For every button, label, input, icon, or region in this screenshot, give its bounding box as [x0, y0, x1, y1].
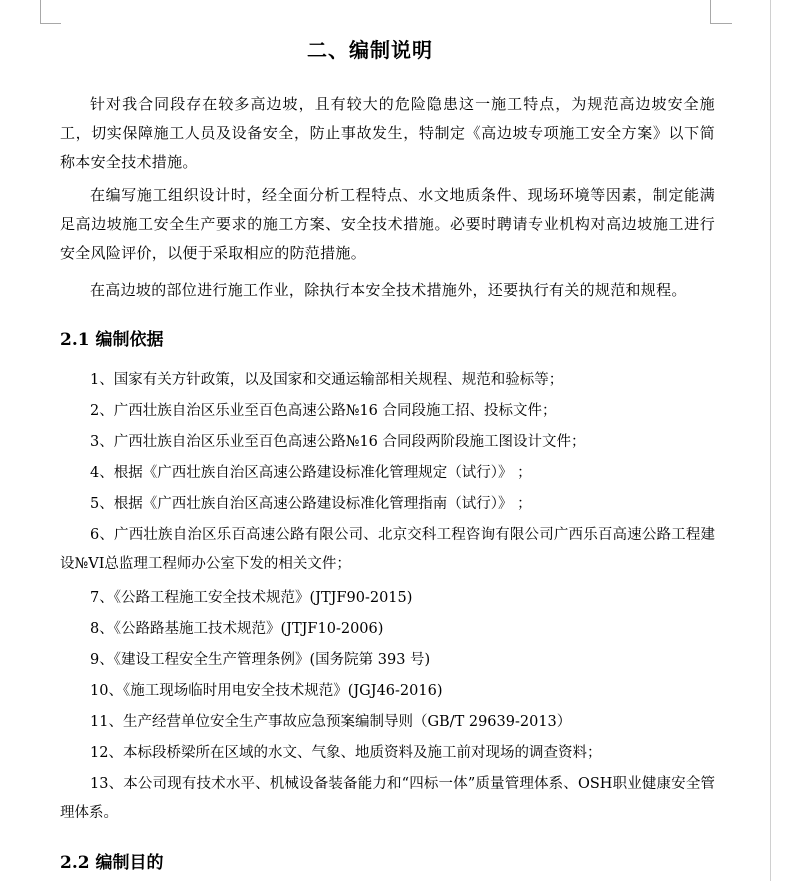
- intro-paragraph-3: 在高边坡的部位进行施工作业，除执行本安全技术措施外，还要执行有关的规范和规程。: [90, 281, 687, 299]
- basis-item-5: 5、根据《广西壮族自治区高速公路建设标准化管理指南（试行）》 ；: [90, 496, 532, 512]
- section-heading-purpose: 2.2 编制目的: [60, 853, 164, 873]
- margin-mark-top-right-h: [710, 23, 732, 24]
- basis-item-4: 4、根据《广西壮族自治区高速公路建设标准化管理规定（试行）》 ；: [90, 465, 532, 481]
- basis-item-7: 7、《公路工程施工安全技术规范》(JTJF90-2015): [90, 590, 413, 606]
- basis-item-2: 2、广西壮族自治区乐业至百色高速公路№16 合同段施工招、投标文件；: [90, 403, 557, 419]
- page-title: 二、编制说明: [307, 38, 433, 62]
- basis-item-10: 10、《施工现场临时用电安全技术规范》(JGJ46-2016): [90, 683, 443, 699]
- basis-item-13: 13、本公司现有技术水平、机械设备装备能力和“四标一体”质量管理体系、OSH职业健康安全管理体系。: [60, 776, 715, 821]
- margin-mark-top-right: [710, 0, 711, 24]
- basis-item-6: 6、广西壮族自治区乐百高速公路有限公司、北京交科工程咨询有限公司广西乐百高速公路工程建设№VI总监理工程师办公室下发的相关文件；: [60, 527, 715, 572]
- margin-mark-top-left: [40, 0, 41, 24]
- basis-item-3: 3、广西壮族自治区乐业至百色高速公路№16 合同段两阶段施工图设计文件；: [90, 434, 586, 450]
- intro-paragraph-1: 针对我合同段存在较多高边坡，且有较大的危险隐患这一施工特点，为规范高边坡安全施工，切实保障施工人员及设备安全，防止事故发生，特制定《高边坡专项施工安全方案》以下简称本安全技术措施。: [60, 95, 715, 171]
- section-heading-basis: 2.1 编制依据: [60, 330, 164, 350]
- page-edge-line: [770, 0, 771, 881]
- intro-paragraph-2: 在编写施工组织设计时，经全面分析工程特点、水文地质条件、现场环境等因素，制定能满足高边坡施工安全生产要求的施工方案、安全技术措施。必要时聘请专业机构对高边坡施工进行安全风险评价，以便于采取相应的防范措施。: [60, 186, 715, 262]
- basis-item-1: 1、国家有关方针政策，以及国家和交通运输部相关规程、规范和验标等；: [90, 372, 564, 388]
- basis-item-9: 9、《建设工程安全生产管理条例》(国务院第 393 号): [90, 652, 431, 668]
- basis-item-11: 11、生产经营单位安全生产事故应急预案编制导则（GB/T 29639-2013）: [90, 714, 572, 730]
- margin-mark-top-left-h: [41, 23, 61, 24]
- basis-item-12: 12、本标段桥梁所在区域的水文、气象、地质资料及施工前对现场的调查资料；: [90, 745, 602, 761]
- basis-item-8: 8、《公路路基施工技术规范》(JTJF10-2006): [90, 621, 384, 637]
